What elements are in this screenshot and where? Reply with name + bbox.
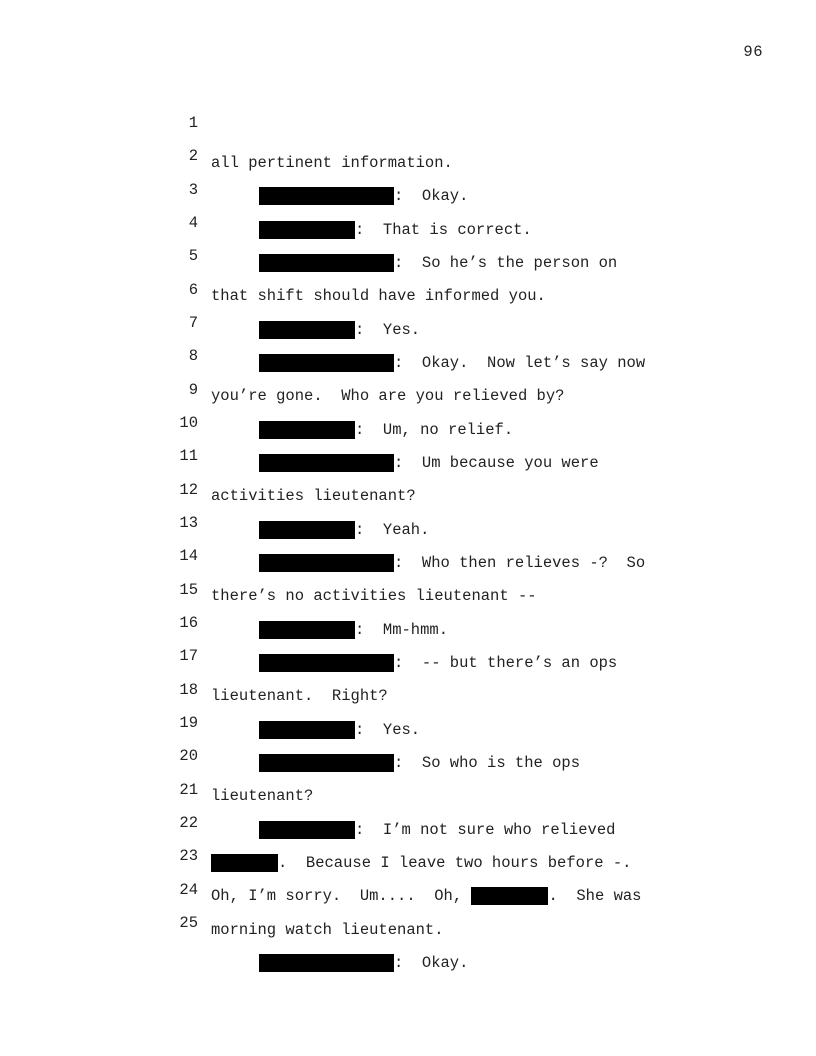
- speaker-line: [211, 186, 468, 206]
- line-text: : So who is the ops: [394, 754, 581, 772]
- line-number: 13: [179, 514, 198, 532]
- line-number: 7: [188, 314, 198, 332]
- line-number: 24: [179, 881, 198, 899]
- line-number: 5: [188, 247, 198, 265]
- line-number: 11: [179, 447, 198, 465]
- line-text: : Yes.: [355, 321, 421, 339]
- line-text: : Yes.: [355, 721, 421, 739]
- line-number: 25: [179, 914, 198, 932]
- line-number: 8: [188, 347, 198, 365]
- line-text: : Okay. Now let’s say now: [394, 354, 646, 372]
- redaction-box: [259, 421, 355, 439]
- line-number: 21: [179, 781, 198, 799]
- line-text: : That is correct.: [355, 221, 532, 239]
- speaker-line: [211, 220, 532, 240]
- line-number: 18: [179, 681, 198, 699]
- redaction-box: [259, 554, 394, 572]
- speaker-line: [211, 420, 513, 440]
- line-text: . Because I leave two hours before -.: [278, 854, 632, 872]
- speaker-line: [211, 753, 580, 773]
- line-number: 2: [188, 147, 198, 165]
- redaction-box: [211, 854, 278, 872]
- line-number: 19: [179, 714, 198, 732]
- redaction-box: [259, 454, 394, 472]
- line-number: 16: [179, 614, 198, 632]
- redaction-box: [259, 954, 394, 972]
- line-number: 22: [179, 814, 198, 832]
- redaction-box: [259, 621, 355, 639]
- speaker-line: [211, 253, 617, 273]
- line-number: 15: [179, 581, 198, 599]
- redaction-box: [259, 721, 355, 739]
- speaker-line: [211, 320, 420, 340]
- line-text: : Okay.: [394, 187, 469, 205]
- line-number: 6: [188, 281, 198, 299]
- speaker-line: [211, 353, 645, 373]
- redaction-box: [259, 254, 394, 272]
- line-number: 1: [188, 114, 198, 132]
- speaker-line: [211, 953, 468, 973]
- line-number: 23: [179, 847, 198, 865]
- speaker-line: [211, 653, 617, 673]
- line-text-start: Oh, I’m sorry. Um.... Oh,: [211, 887, 472, 905]
- line-text: : -- but there’s an ops: [394, 654, 618, 672]
- redaction-box: [471, 887, 548, 905]
- line-text: all pertinent information.: [211, 154, 453, 172]
- redaction-box: [259, 654, 394, 672]
- line-number: 4: [188, 214, 198, 232]
- speaker-line: [211, 520, 429, 540]
- line-number: 9: [188, 381, 198, 399]
- line-text: : Mm-hmm.: [355, 621, 449, 639]
- line-text: there’s no activities lieutenant --: [211, 587, 537, 605]
- redaction-box: [259, 187, 394, 205]
- line-text: : Yeah.: [355, 521, 430, 539]
- redaction-box: [259, 521, 355, 539]
- redaction-box: [259, 754, 394, 772]
- line-text: : Um, no relief.: [355, 421, 514, 439]
- line-text: lieutenant. Right?: [211, 687, 388, 705]
- line-number: 12: [179, 481, 198, 499]
- line-number: 10: [179, 414, 198, 432]
- line-number: 20: [179, 747, 198, 765]
- speaker-line: [211, 620, 448, 640]
- speaker-line: [211, 820, 615, 840]
- redaction-box: [259, 321, 355, 339]
- name-line: [211, 886, 641, 906]
- name-line: [211, 853, 631, 873]
- speaker-line: [211, 553, 645, 573]
- speaker-line: [211, 720, 420, 740]
- line-text: that shift should have informed you.: [211, 287, 546, 305]
- line-text: morning watch lieutenant.: [211, 921, 444, 939]
- line-text: : So he’s the person on: [394, 254, 618, 272]
- line-text: activities lieutenant?: [211, 487, 416, 505]
- redaction-box: [259, 821, 355, 839]
- page-number: 96: [743, 43, 763, 61]
- transcript-line: [0, 93, 453, 172]
- line-text: : Um because you were: [394, 454, 599, 472]
- line-text: you’re gone. Who are you relieved by?: [211, 387, 565, 405]
- speaker-line: [211, 453, 599, 473]
- line-number: 3: [188, 181, 198, 199]
- line-text: : Okay.: [394, 954, 469, 972]
- line-text: : I’m not sure who relieved: [355, 821, 616, 839]
- line-text-end: . She was: [548, 887, 642, 905]
- line-number: 17: [179, 647, 198, 665]
- line-text: : Who then relieves -? So: [394, 554, 646, 572]
- line-text: lieutenant?: [211, 787, 314, 805]
- redaction-box: [259, 221, 355, 239]
- line-number: 14: [179, 547, 198, 565]
- redaction-box: [259, 354, 394, 372]
